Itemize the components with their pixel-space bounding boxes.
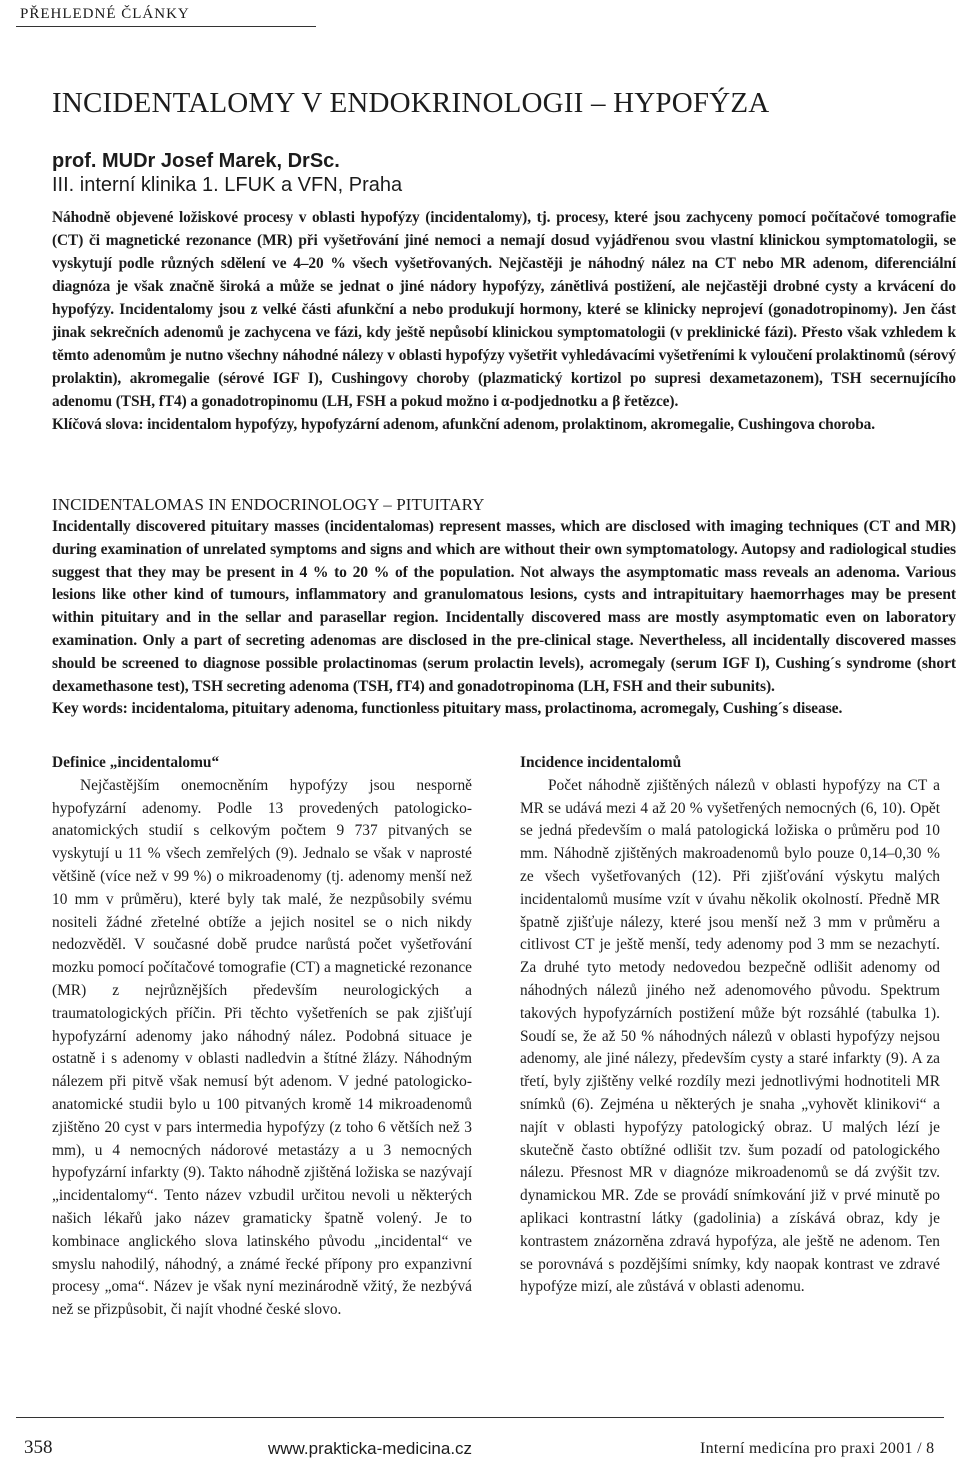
journal-info: Interní medicína pro praxi 2001 / 8 (700, 1440, 935, 1457)
footer-divider (16, 1417, 944, 1418)
article-title: INCIDENTALOMY V ENDOKRINOLOGII – HYPOFÝZA (52, 87, 770, 119)
incidence-body: Počet náhodně zjištěných nálezů v oblasti hypofýzy na CT a MR se udává mezi 4 až 20 % vyšetřených nemocných (6, 10). Opět se jedná především o malá patologická ložiska o průměru pod 10 mm. Náhodně zjištěných makroadenomů bylo pouze 0,14–0,30 % ze všech vyšetřovaných (12). Při zjišťování výskytu malých incidentalomů musíme vzít v úvahu několik okolností. Předně MR špatně zjišťuje nálezy, které jsou menší než 3 mm v průměru a citlivost CT je ještě menší, tedy adenomy pod 3 mm se nezachytí. Za druhé tyto metody nedovedou bezpečně odlišit adenomy od náhodných nálezů jiného než adenomového původu. Spektrum takových hypofyzárních postižení může být rozsáhlé (tabulka 1). Soudí se, že až 50 % náhodných nálezů v oblasti hypofýzy nejsou adenomy, ale jiné nálezy, především cysty a staré infarkty (9). A za třetí, byly zjištěny velké rozdíly mezi jednotlivými hodnotiteli MR snímků (6). Zejména u některých je snaha „vyhovět klinikovi“ a najít v oblasti hypofýzy patologický obraz. U malých lézí je skutečně často obtížné odlišit tzv. šum pozadí od patologického nálezu. Přesnost MR v diagnóze mikroadenomů se dá zvýšit tzv. dynamickou MR. Zde se provádí snímkování již v prvé minutě po aplikaci kontrastní látky (gadolinia) a získává obraz, kdy je kontrastem znázorněna zdravá hypofýza, ale ještě ne adenom. Ten se porovnává s pozdějšími snímky, kdy naopak kontrast ve zdravé hypofýze mizí, ale zůstává v oblasti adenomu. (520, 776, 940, 1296)
article-author: prof. MUDr Josef Marek, DrSc. (52, 150, 340, 172)
left-column (52, 752, 472, 1322)
abstract-english-text: Incidentally discovered pituitary masses (incidentalomas) represent masses, which are disclosed with imaging techniques (CT and MR) during examination of unrelated symptoms and signs and which are without their own symptomatology. Autopsy and radiological studies suggest that they may be present in 4 % to 20 % of the population. Not always the asymptomatic mass reveals an adenoma. Various lesions like other kind of tumours, inflammatory and granulomatous lesions, cysts and intrapituitary haemorrhages may be present within pituitary and in the sellar and parasellar region. Incidentally discovered mass are mostly asymptomatic even on laboratory examination. Only a part of secreting adenomas are disclosed in the pre-clinical stage. Nevertheless, all incidentally discovered masses should be screened to diagnose possible prolactinomas (serum prolactin levels), acromegaly (serum IGF I), Cushing´s syndrome (short dexamethasone test), TSH secreting adenoma (TSH, fT4) and gonadotropinoma (LH, FSH and their subunits). (52, 518, 956, 695)
english-title: INCIDENTALOMAS IN ENDOCRINOLOGY – PITUITARY (52, 495, 485, 514)
definition-body: Nejčastějším onemocněním hypofýzy jsou nesporně hypofyzární adenomy. Podle 13 provedených patologicko-anatomických studií s celkovým počtem 9 737 pitvaných se vyskytují u 11 % všech zemřelých (9). Jednalo se však v naprosté většině (více než v 99 %) o mikroadenomy (tj. adenomy menší než 10 mm v průměru), které byly tak malé, že nezpůsobily svému nositeli žádné zřetelné obtíže a jejich nositel se o nich nikdy nedozvěděl. V současné době prudce narůstá počet vyšetřování mozku pomocí počítačové tomografie (CT) a magnetické rezonance (MR) z nejrůznějších především neurologických a traumatologických příčin. Při těchto vyšetřeních se pak zjišťují hypofyzární adenomy jako náhodný nález. Podobná situace je ostatně i s adenomy v oblasti nadledvin a štítné žlázy. Náhodným nálezem při pitvě však nemusí být adenom. V jedné patologicko-anatomické studii bylo u 100 pitvaných kromě 14 mikroadenomů zjištěno 20 cyst v pars intermedia hypofýzy (z toho 6 větších než 3 mm), u 4 nemocných nádorové metastázy a u 3 nemocných hypofyzární infarkty (9). Takto náhodně zjištěná ložiska se nazývají „incidentalomy“. Tento název vzbudil určitou nevoli u některých našich lékařů jako název gramaticky špatně volený. Je to kombinace anglického slova latinského původu „incidental“ ve smyslu nahodilý, náhodný, a známé řecké přípony pro expanzivní procesy „oma“. Název je však nyní mezinárodně vžitý, že nezbývá než se přizpůsobit, či najít vhodné české slovo. (52, 776, 472, 1319)
incidence-heading: Incidence incidentalomů (520, 754, 682, 771)
website-link[interactable]: www.prakticka-medicina.cz (268, 1439, 473, 1458)
right-column (520, 752, 940, 1299)
article-affiliation: III. interní klinika 1. LFUK a VFN, Praha (52, 174, 403, 196)
definition-heading: Definice „incidentalomu“ (52, 754, 220, 771)
keywords-czech: Klíčová slova: incidentalom hypofýzy, hypofyzární adenom, afunkční adenom, prolaktinom, akromegalie, Cushingova choroba. (52, 416, 876, 433)
page-number: 358 (24, 1437, 53, 1458)
abstract-english (52, 516, 956, 721)
abstract-czech-text: Náhodně objevené ložiskové procesy v oblasti hypofýzy (incidentalomy), tj. procesy, které jsou zachyceny pomocí počítačové tomografie (CT) či magnetické rezonance (MR) při vyšetřování jiné nemoci a nemají dosud vyjádřenou svou vlastní klinickou symptomatologii, se vyskytují podle různých sdělení ve 4–20 % všech vyšetřovaných. Nejčastěji je náhodný nález na CT nebo MR adenom, diferenciální diagnóza je však značně široká a může se jednat o jiné nádory hypofýzy, zánětlivá postižení, ale nejčastěji drobné cysty a krvácení do hypofýzy. Incidentalomy jsou z velké části afunkční a nebo produkují hormony, které se klinicky neprojeví (gonadotropinomy). Jen část jinak sekrečních adenomů je zachycena ve fázi, kdy ještě nepůsobí klinickou symptomatologii (v preklinické fázi). Přesto však vzhledem k těmto adenomům je nutno všechny náhodné nálezy v oblasti hypofýzy vyšetřit vyhledávacími vyšetřeními k vyloučení prolaktinomů (sérový prolaktin), akromegalie (sérové IGF I), Cushingovy choroby (plazmatický kortizol po supresi dexametazonem), TSH secernujícího adenomu (TSH, fT4) a gonadotropinomu (LH, FSH a pokud možno i α-podjednotku a β řetězce). (52, 209, 956, 410)
abstract-czech (52, 206, 956, 436)
header-divider (16, 26, 316, 27)
keywords-english: Key words: incidentaloma, pituitary adenoma, functionless pituitary mass, prolactinoma, acromegaly, Cushing´s disease. (52, 700, 843, 718)
section-label: PŘEHLEDNÉ ČLÁNKY (20, 6, 190, 22)
